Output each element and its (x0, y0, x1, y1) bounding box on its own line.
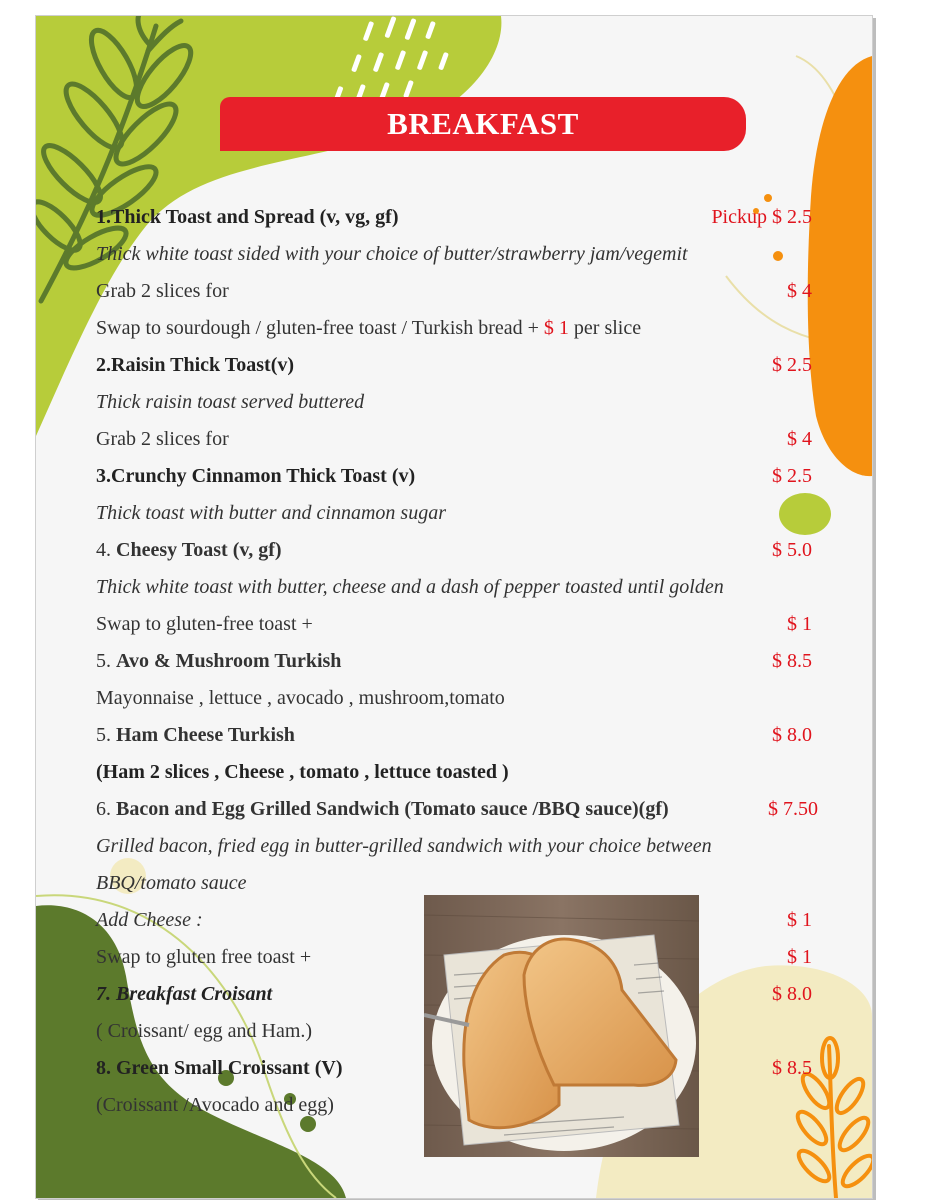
item-number: 4. (96, 539, 116, 561)
option-price: $ 1 (787, 613, 812, 635)
item-name-line (96, 650, 341, 673)
item-option: Grab 2 slices for (96, 280, 229, 302)
item-option: Add Cheese : (96, 909, 203, 931)
item-name: Cheesy Toast (v, gf) (116, 539, 282, 561)
item-name: 3.Crunchy Cinnamon Thick Toast (v) (96, 465, 416, 487)
item-description: ( Croissant/ egg and Ham.) (96, 1020, 313, 1042)
item-price: Pickup $ 2.5 (711, 206, 812, 228)
menu-page (35, 15, 873, 1199)
item-name: Ham Cheese Turkish (116, 724, 295, 746)
option-text: Swap to sourdough / gluten-free toast / Turkish bread + (96, 317, 544, 339)
item-description: Thick white toast sided with your choice of butter/strawberry jam/vegemit (96, 243, 688, 265)
item-option (96, 317, 641, 340)
item-price: $ 2.5 (772, 465, 812, 487)
item-name-line (96, 798, 669, 821)
item-description: Thick raisin toast served buttered (96, 391, 365, 413)
item-name: 1.Thick Toast and Spread (v, vg, gf) (96, 206, 399, 228)
item-description: (Ham 2 slices , Cheese , tomato , lettuce toasted ) (96, 761, 509, 783)
item-price: $ 8.5 (772, 1057, 812, 1079)
breakfast-title-banner (220, 97, 746, 151)
item-option: Swap to gluten-free toast + (96, 613, 313, 635)
item-name: 8. Green Small Croissant (V) (96, 1057, 343, 1079)
item-price: $ 7.50 (768, 798, 818, 820)
option-price: $ 4 (787, 428, 812, 450)
item-name: 2.Raisin Thick Toast(v) (96, 354, 295, 376)
item-price: $ 5.0 (772, 539, 812, 561)
item-price: $ 2.5 (772, 354, 812, 376)
option-price: $ 1 (543, 317, 569, 339)
item-number: 5. (96, 724, 116, 746)
item-number: 6. (96, 798, 116, 820)
toast-photo (424, 895, 699, 1157)
item-price: $ 8.0 (772, 724, 812, 746)
item-description: Thick toast with butter and cinnamon sugar (96, 502, 446, 524)
option-price: $ 1 (787, 909, 812, 931)
option-price: $ 1 (787, 946, 812, 968)
item-name: Avo & Mushroom Turkish (116, 650, 342, 672)
option-suffix: per slice (568, 317, 642, 339)
item-description: BBQ/tomato sauce (96, 872, 247, 894)
item-option: Grab 2 slices for (96, 428, 229, 450)
orange-blob (808, 56, 872, 476)
item-price: $ 8.5 (772, 650, 812, 672)
item-name: 7. Breakfast Croisant (96, 983, 273, 1005)
item-name: Bacon and Egg Grilled Sandwich (Tomato sauce /BBQ sauce)(gf) (116, 798, 669, 820)
item-name-line (96, 724, 295, 747)
lime-dot (779, 493, 831, 535)
option-price: $ 4 (787, 280, 812, 302)
item-number: 5. (96, 650, 116, 672)
item-description: (Croissant /Avocado and egg) (96, 1094, 334, 1116)
item-description: Mayonnaise , lettuce , avocado , mushroom,tomato (96, 687, 505, 709)
item-description: Thick white toast with butter, cheese and a dash of pepper toasted until golden (96, 576, 724, 598)
item-description: Grilled bacon, fried egg in butter-grilled sandwich with your choice between (96, 835, 712, 857)
item-name-line (96, 539, 282, 562)
item-option: Swap to gluten free toast + (96, 946, 312, 968)
item-price: $ 8.0 (772, 983, 812, 1005)
page-title: BREAKFAST (387, 106, 579, 141)
